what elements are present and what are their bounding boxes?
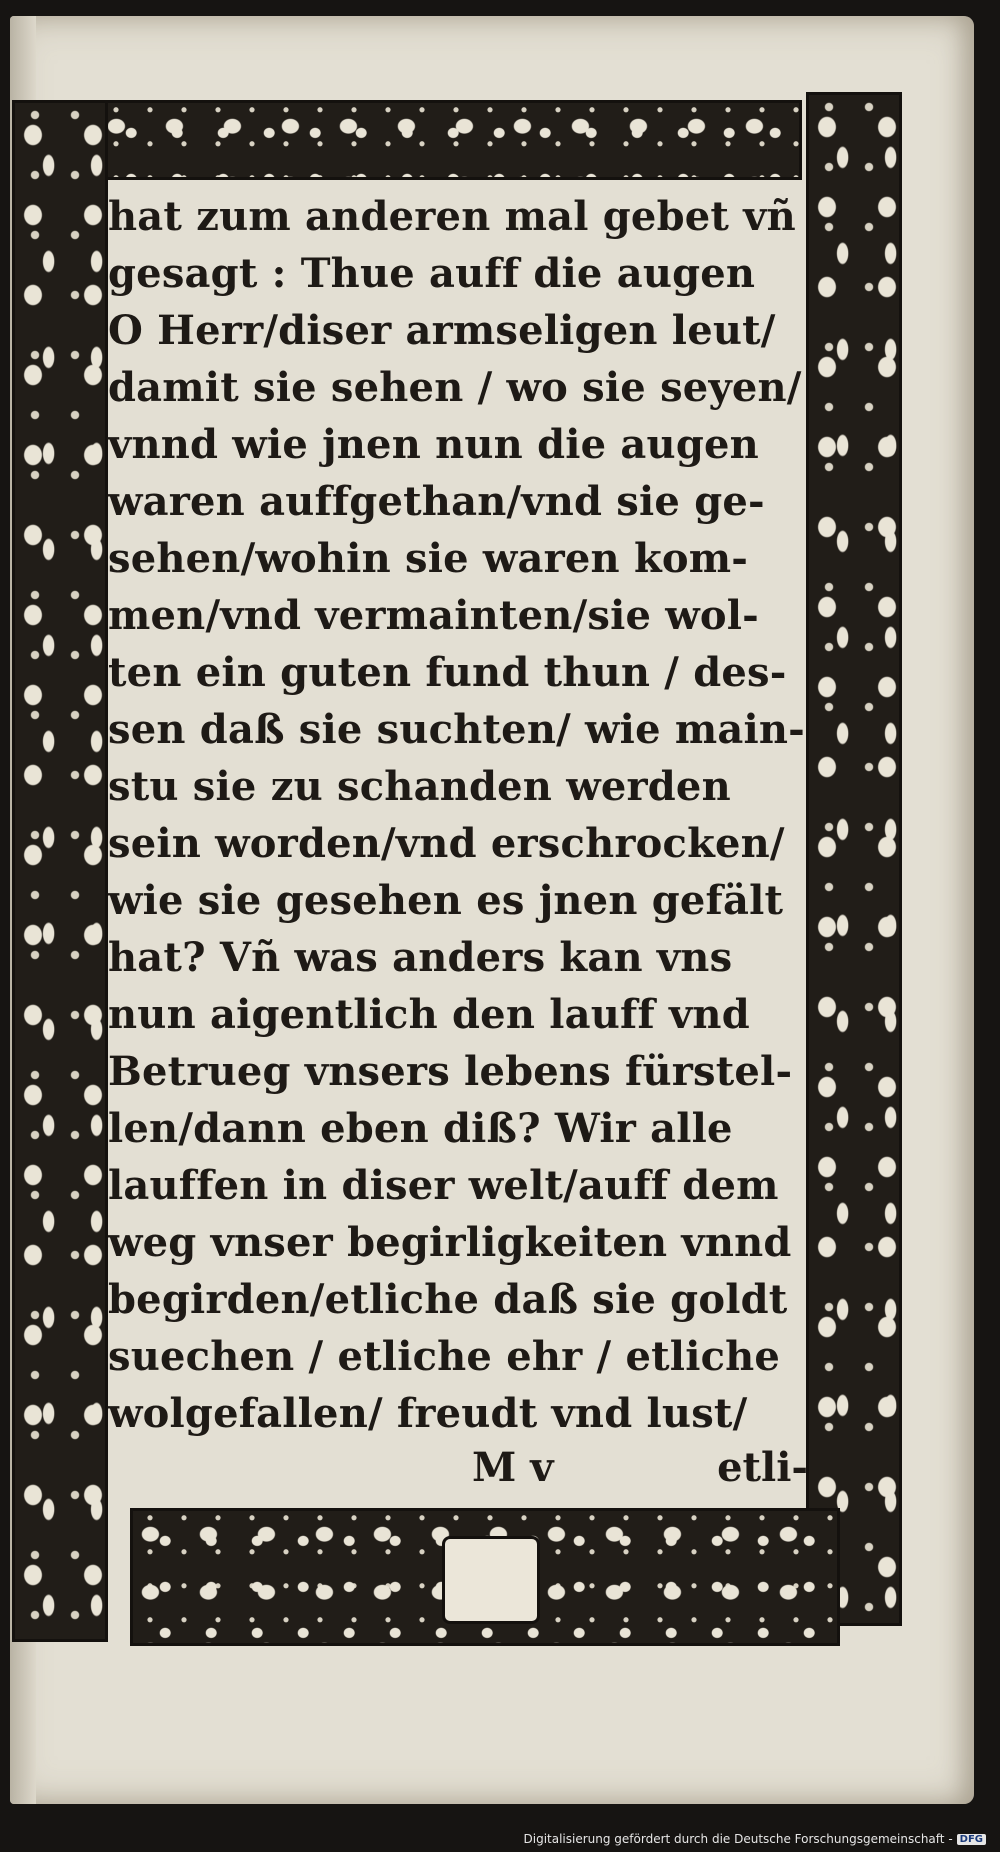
text-line: waren auffgethan/vnd sie ge- bbox=[108, 478, 765, 525]
text-line: sein worden/vnd erschrocken/ bbox=[108, 820, 785, 867]
text-line: vnnd wie jnen nun die augen bbox=[108, 421, 759, 468]
credit-text: Digitalisierung gefördert durch die Deutsche Forschungsgemeinschaft - bbox=[523, 1832, 953, 1846]
text-line: Betrueg vnsers lebens fürstel- bbox=[108, 1048, 793, 1095]
text-line: weg vnser begirligkeiten vnnd bbox=[108, 1219, 792, 1266]
dfg-logo: DFG bbox=[957, 1834, 986, 1845]
text-line: nun aigentlich den lauff vnd bbox=[108, 991, 750, 1038]
ornamental-border-left bbox=[12, 100, 108, 1642]
text-line: hat zum anderen mal gebet vñ bbox=[108, 193, 796, 240]
text-line: lauffen in diser welt/auff dem bbox=[108, 1162, 779, 1209]
text-line: sehen/wohin sie waren kom- bbox=[108, 535, 749, 582]
ornamental-border-top bbox=[96, 100, 802, 180]
digitization-credit bbox=[524, 1832, 987, 1846]
text-line: men/vnd vermainten/sie wol- bbox=[108, 592, 759, 639]
text-line: O Herr/diser armseligen leut/ bbox=[108, 307, 776, 354]
text-line: gesagt : Thue auff die augen bbox=[108, 250, 756, 297]
ornament-cartouche bbox=[442, 1536, 540, 1624]
text-line: wolgefallen/ freudt vnd lust/ bbox=[108, 1390, 748, 1437]
text-line: ten ein guten fund thun / des- bbox=[108, 649, 787, 696]
body-text bbox=[108, 188, 808, 1442]
text-line: len/dann eben diß? Wir alle bbox=[108, 1105, 733, 1152]
ornamental-border-right bbox=[806, 92, 902, 1626]
text-line: stu sie zu schanden werden bbox=[108, 763, 731, 810]
text-line: hat? Vñ was anders kan vns bbox=[108, 934, 733, 981]
catchword: etli- bbox=[717, 1444, 808, 1491]
signature-line bbox=[108, 1438, 808, 1498]
text-line: sen daß sie suchten/ wie main- bbox=[108, 706, 805, 753]
text-line: damit sie sehen / wo sie seyen/ bbox=[108, 364, 802, 411]
text-line: begirden/etliche daß sie goldt bbox=[108, 1276, 788, 1323]
text-line: suechen / etliche ehr / etliche bbox=[108, 1333, 781, 1380]
signature-mark: M v bbox=[472, 1444, 554, 1491]
text-line: wie sie gesehen es jnen gefält bbox=[108, 877, 784, 924]
